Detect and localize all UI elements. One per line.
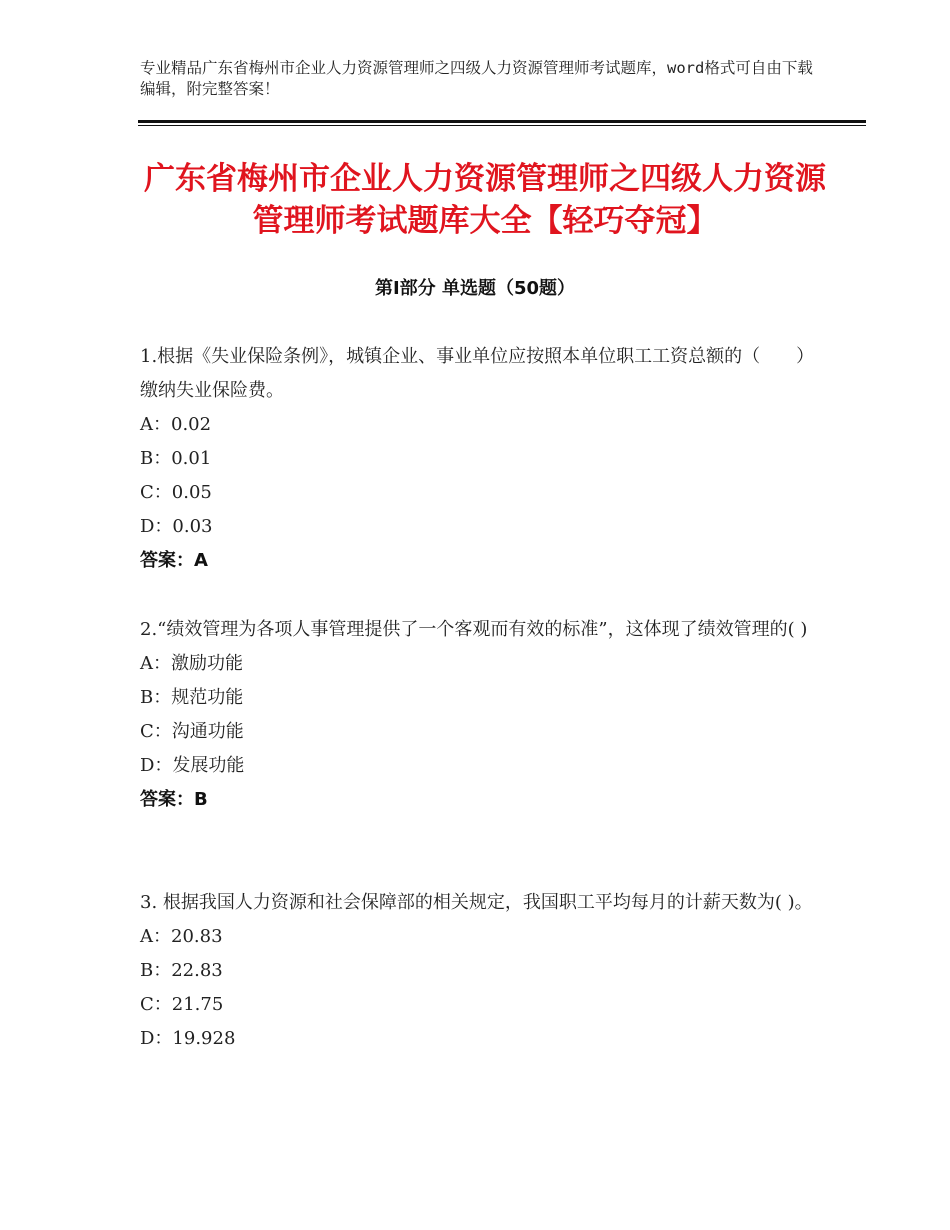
option-b: B：0.01 [140, 448, 212, 469]
option-b: B：22.83 [140, 960, 223, 981]
option-a: A：0.02 [140, 414, 212, 435]
document-title: 广东省梅州市企业人力资源管理师之四级人力资源管理师考试题库大全【轻巧夺冠】 [144, 161, 826, 239]
header-rule-thick [138, 120, 866, 123]
option-d: D：发展功能 [140, 755, 245, 776]
option-c: C：0.05 [140, 482, 212, 503]
option-a: A：20.83 [140, 926, 223, 947]
option-b: B：规范功能 [140, 687, 244, 708]
header-note: 专业精品广东省梅州市企业人力资源管理师之四级人力资源管理师考试题库，word格式可自由下载编辑，附完整答案！ [140, 59, 813, 98]
section-title: 第Ⅰ部分 单选题（50题） [374, 278, 575, 299]
question-text: 1.根据《失业保险条例》，城镇企业、事业单位应按照本单位职工工资总额的（ ）缴纳失业保险费。 [140, 346, 815, 401]
option-a: A：激励功能 [140, 653, 243, 674]
question-1 [140, 340, 820, 578]
answer: 答案：B [140, 789, 208, 810]
question-3 [140, 886, 820, 1056]
option-c: C：21.75 [140, 994, 224, 1015]
option-c: C：沟通功能 [140, 721, 244, 742]
header-rule-thin [138, 125, 866, 126]
question-text: 2.“绩效管理为各项人事管理提供了一个客观而有效的标准”，这体现了绩效管理的( ) [140, 619, 808, 640]
question-2 [140, 613, 820, 817]
answer: 答案：A [140, 550, 208, 571]
question-text: 3. 根据我国人力资源和社会保障部的相关规定，我国职工平均每月的计薪天数为( )。 [140, 892, 813, 913]
option-d: D：0.03 [140, 516, 213, 537]
option-d: D：19.928 [140, 1028, 236, 1049]
